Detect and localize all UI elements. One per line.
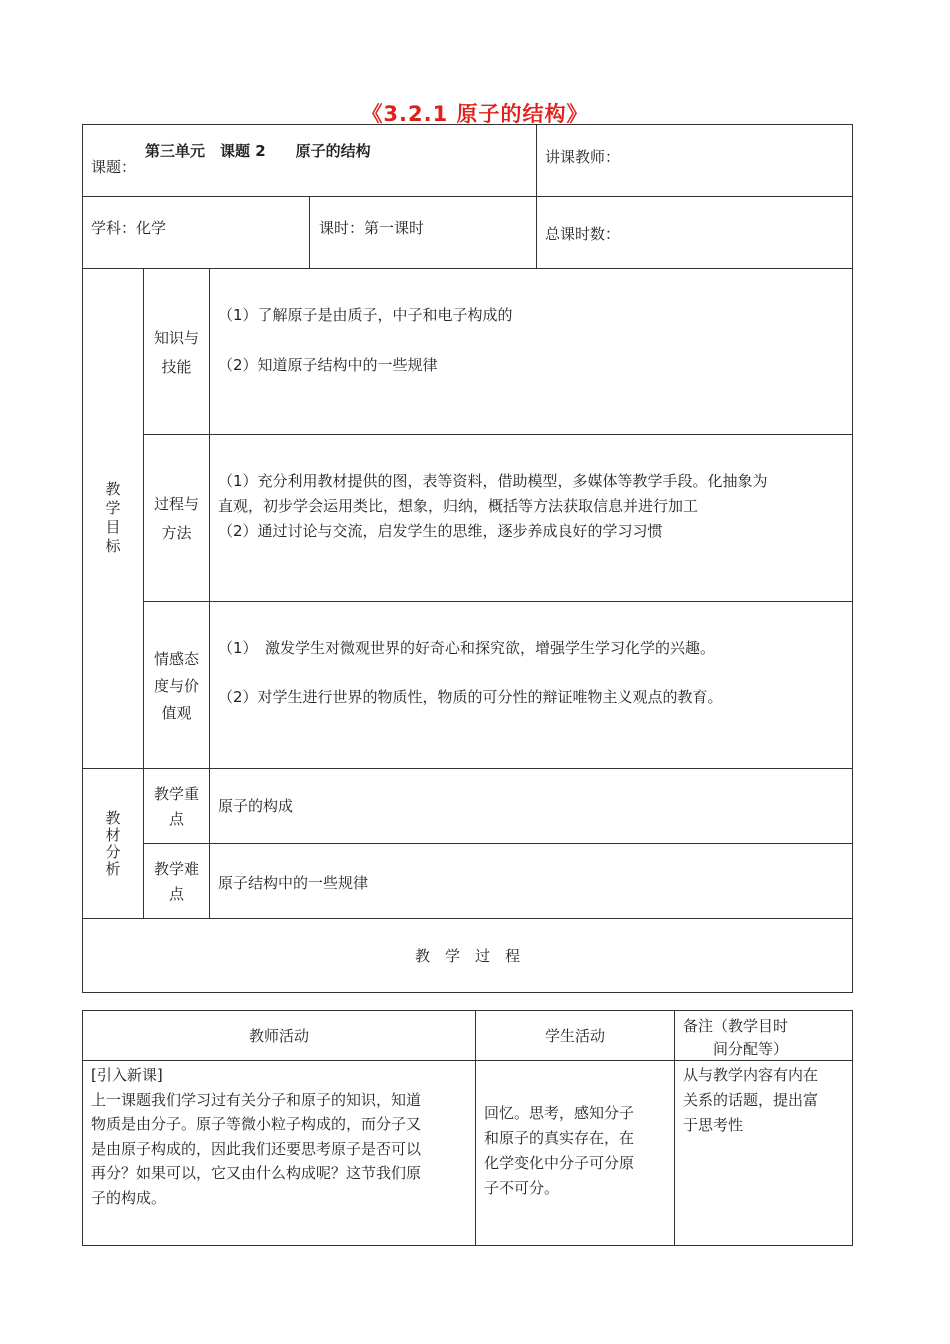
teacher-cell: [537, 125, 853, 197]
note-header: [675, 1011, 853, 1061]
process-label-2: 方法: [161, 524, 192, 542]
key-point-label-cell: [144, 769, 210, 844]
key-point-label-1: 教学重: [153, 785, 199, 803]
goals-group-label: 教学目标: [103, 480, 122, 557]
process-line-3: （2）通过讨论与交流，启发学生的思维，逐步养成良好的学习习惯: [218, 522, 663, 540]
difficult-point-value-cell: [210, 844, 853, 919]
activity-table: [82, 1010, 853, 1246]
teacher-activity-line: 物质是由分子。原子等微小粒子构成的，而分子又: [91, 1115, 422, 1133]
process-heading-cell: [83, 919, 853, 993]
teacher-activity-line: 再分？如果可以，它又由什么构成呢？这节我们原: [91, 1164, 422, 1182]
teacher-activity-header: 教师活动: [83, 1011, 476, 1061]
analysis-group-cell: [83, 769, 144, 919]
teacher-activity-line: 是由原子构成的，因此我们还要思考原子是否可以: [91, 1139, 422, 1158]
subject-cell: [83, 197, 310, 269]
note-cell: [675, 1061, 853, 1246]
goals-group-cell: [83, 269, 144, 769]
process-line-2: 直观，初步学会运用类比，想象，归纳，概括等方法获取信息并进行加工: [218, 497, 699, 515]
total-periods-label: 总课时数：: [545, 225, 621, 243]
teacher-activity-line: 子的构成。: [91, 1188, 167, 1207]
emotion-item-2: （2）对学生进行世界的物质性，物质的可分性的辩证唯物主义观点的教育。: [218, 688, 723, 706]
teacher-activity-line: 上一课题我们学习过有关分子和原子的知识，知道: [91, 1090, 422, 1109]
analysis-group-label: 教材分析: [103, 809, 122, 878]
student-activity-line: 回忆。思考，感知分子: [484, 1104, 635, 1122]
process-content-cell: [210, 435, 853, 602]
topic-value: 第三单元 课题 2 原子的结构: [145, 142, 371, 160]
teacher-label: 讲课教师：: [545, 148, 621, 166]
emotion-label-3: 值观: [161, 703, 192, 722]
document-title: 《3.2.1 原子的结构》: [361, 102, 589, 126]
key-point-value: 原子的构成: [218, 797, 294, 815]
emotion-label-1: 情感态: [153, 649, 199, 668]
emotion-item-1: （1） 激发学生对微观世界的好奇心和探究欲，增强学生学习化学的兴趣。: [218, 639, 716, 657]
topic-cell: [83, 125, 537, 197]
teacher-activity-line: [引入新课]: [91, 1066, 163, 1084]
period-cell: [310, 197, 537, 269]
knowledge-label-cell: [144, 269, 210, 435]
note-line: 于思考性: [683, 1116, 744, 1134]
knowledge-content-cell: [210, 269, 853, 435]
knowledge-label-2: 技能: [161, 357, 192, 376]
key-point-value-cell: [210, 769, 853, 844]
teacher-activity-cell: [83, 1061, 476, 1246]
note-header-2: 间分配等）: [713, 1040, 789, 1058]
note-line: 关系的话题，提出富: [683, 1091, 819, 1109]
student-activity-line: 和原子的真实存在，在: [484, 1129, 635, 1147]
note-header-1: 备注（教学目时: [683, 1017, 789, 1035]
process-line-1: （1）充分利用教材提供的图，表等资料，借助模型，多媒体等教学手段。化抽象为: [218, 472, 768, 490]
total-periods-cell: [537, 197, 853, 269]
emotion-label-2: 度与价: [153, 676, 199, 695]
emotion-label-cell: [144, 602, 210, 769]
lesson-plan-table: [82, 124, 853, 993]
knowledge-label-1: 知识与: [153, 328, 199, 347]
student-activity-cell: [476, 1061, 675, 1246]
emotion-content-cell: [210, 602, 853, 769]
note-line: 从与教学内容有内在: [683, 1066, 819, 1084]
process-label-1: 过程与: [153, 495, 199, 513]
key-point-label-2: 点: [168, 810, 184, 828]
difficult-point-label-2: 点: [168, 885, 184, 903]
knowledge-item-2: （2）知道原子结构中的一些规律: [218, 356, 438, 374]
topic-label: 课题：: [91, 158, 137, 176]
process-label-cell: [144, 435, 210, 602]
process-heading: 教 学 过 程: [414, 947, 520, 965]
student-activity-line: 子不可分。: [484, 1179, 560, 1197]
difficult-point-label-cell: [144, 844, 210, 919]
knowledge-item-1: （1）了解原子是由质子，中子和电子构成的: [218, 306, 513, 324]
period-label: 课时：第一课时: [319, 219, 425, 237]
student-activity-header: 学生活动: [476, 1011, 675, 1061]
difficult-point-label-1: 教学难: [153, 860, 199, 878]
subject-label: 学科：化学: [91, 219, 167, 237]
difficult-point-value: 原子结构中的一些规律: [218, 874, 369, 892]
student-activity-line: 化学变化中分子可分原: [484, 1154, 635, 1172]
